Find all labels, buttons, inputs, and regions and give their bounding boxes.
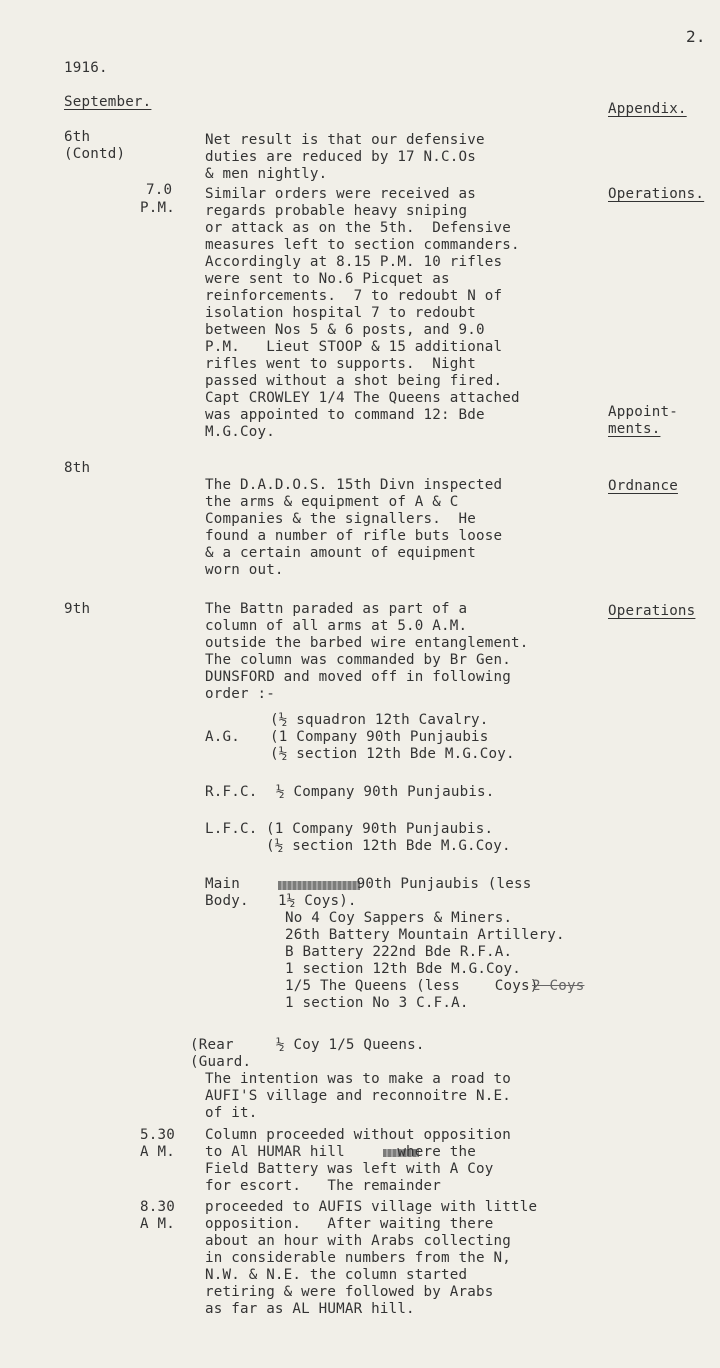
unit-label: (Rear bbox=[190, 1037, 234, 1053]
diary-line: retiring & were followed by Arabs bbox=[205, 1284, 494, 1300]
month-heading: September. bbox=[64, 94, 152, 110]
diary-line: Column proceeded without opposition bbox=[205, 1127, 511, 1143]
diary-line: The intention was to make a road to bbox=[205, 1071, 511, 1087]
unit-label: (Guard. bbox=[190, 1054, 252, 1070]
diary-line: as far as AL HUMAR hill. bbox=[205, 1301, 415, 1317]
margin-note-operations: Operations. bbox=[608, 186, 705, 202]
margin-note-appointments: ments. bbox=[608, 421, 661, 437]
order-line: (1 Company 90th Punjaubis. bbox=[266, 821, 494, 837]
order-line: 1 section No 3 C.F.A. bbox=[285, 995, 469, 1011]
date-label: 9th bbox=[64, 601, 91, 617]
unit-label: A.G. bbox=[205, 729, 240, 745]
order-line: (1 Company 90th Punjaubis bbox=[270, 729, 489, 745]
diary-line: & a certain amount of equipment bbox=[205, 545, 476, 561]
date-label: (Contd) bbox=[64, 146, 126, 162]
diary-line: order :- bbox=[205, 686, 275, 702]
diary-line: P.M. Lieut STOOP & 15 additional bbox=[205, 339, 503, 355]
order-line: 1 section 12th Bde M.G.Coy. bbox=[285, 961, 522, 977]
diary-line: the arms & equipment of A & C bbox=[205, 494, 459, 510]
diary-line: The D.A.D.O.S. 15th Divn inspected bbox=[205, 477, 503, 493]
diary-line: to Al HUMAR hill where the bbox=[205, 1144, 476, 1160]
diary-line: opposition. After waiting there bbox=[205, 1216, 494, 1232]
diary-line: outside the barbed wire entanglement. bbox=[205, 635, 529, 651]
date-label: 6th bbox=[64, 129, 91, 145]
diary-line: Capt CROWLEY 1/4 The Queens attached bbox=[205, 390, 520, 406]
diary-line: isolation hospital 7 to redoubt bbox=[205, 305, 476, 321]
time-label: P.M. bbox=[140, 200, 175, 216]
order-line: (½ section 12th Bde M.G.Coy. bbox=[266, 838, 511, 854]
diary-line: about an hour with Arabs collecting bbox=[205, 1233, 511, 1249]
diary-line: duties are reduced by 17 N.C.Os bbox=[205, 149, 476, 165]
order-line: ½ Coy 1/5 Queens. bbox=[276, 1037, 425, 1053]
unit-label: Body. bbox=[205, 893, 249, 909]
time-label: 5.30 bbox=[140, 1127, 175, 1143]
order-line: (½ section 12th Bde M.G.Coy. bbox=[270, 746, 515, 762]
time-label: 7.0 bbox=[146, 182, 173, 198]
diary-line: N.W. & N.E. the column started bbox=[205, 1267, 468, 1283]
unit-label: Main bbox=[205, 876, 240, 892]
diary-line: of it. bbox=[205, 1105, 258, 1121]
diary-line: regards probable heavy sniping bbox=[205, 203, 468, 219]
page-number: 2. bbox=[686, 27, 706, 46]
order-line: No 4 Coy Sappers & Miners. bbox=[285, 910, 513, 926]
diary-line: Companies & the signallers. He bbox=[205, 511, 476, 527]
order-line: 26th Battery Mountain Artillery. bbox=[285, 927, 565, 943]
appendix-heading: Appendix. bbox=[608, 101, 687, 117]
time-label: 8.30 bbox=[140, 1199, 175, 1215]
diary-line: column of all arms at 5.0 A.M. bbox=[205, 618, 468, 634]
diary-line: Field Battery was left with A Coy bbox=[205, 1161, 494, 1177]
diary-line: Similar orders were received as bbox=[205, 186, 476, 202]
year-heading: 1916. bbox=[64, 60, 108, 76]
diary-line: between Nos 5 & 6 posts, and 9.0 bbox=[205, 322, 485, 338]
diary-line: The column was commanded by Br Gen. bbox=[205, 652, 511, 668]
date-label: 8th bbox=[64, 460, 91, 476]
order-line: B Battery 222nd Bde R.F.A. bbox=[285, 944, 513, 960]
unit-label: R.F.C. bbox=[205, 784, 258, 800]
unit-label: L.F.C. bbox=[205, 821, 258, 837]
diary-line: worn out. bbox=[205, 562, 284, 578]
time-label: A M. bbox=[140, 1216, 175, 1232]
diary-line: passed without a shot being fired. bbox=[205, 373, 503, 389]
order-line: 90th Punjaubis (less bbox=[278, 876, 532, 892]
order-line: 1/5 The Queens (less Coys) bbox=[285, 978, 539, 994]
margin-note-ordnance: Ordnance bbox=[608, 478, 678, 494]
order-line: 1½ Coys). bbox=[278, 893, 357, 909]
margin-note-appointments: Appoint- bbox=[608, 404, 678, 420]
diary-line: reinforcements. 7 to redoubt N of bbox=[205, 288, 503, 304]
struck-through-word: 2 Coys bbox=[532, 978, 585, 994]
diary-line: Accordingly at 8.15 P.M. 10 rifles bbox=[205, 254, 503, 270]
diary-line: were sent to No.6 Picquet as bbox=[205, 271, 450, 287]
diary-line: Net result is that our defensive bbox=[205, 132, 485, 148]
diary-line: found a number of rifle buts loose bbox=[205, 528, 503, 544]
order-line: ½ Company 90th Punjaubis. bbox=[276, 784, 495, 800]
diary-line: M.G.Coy. bbox=[205, 424, 275, 440]
diary-line: or attack as on the 5th. Defensive bbox=[205, 220, 511, 236]
diary-line: & men nightly. bbox=[205, 166, 328, 182]
diary-line: proceeded to AUFIS village with little bbox=[205, 1199, 538, 1215]
diary-line: measures left to section commanders. bbox=[205, 237, 520, 253]
order-line: (½ squadron 12th Cavalry. bbox=[270, 712, 489, 728]
diary-line: AUFI'S village and reconnoitre N.E. bbox=[205, 1088, 511, 1104]
diary-line: DUNSFORD and moved off in following bbox=[205, 669, 511, 685]
diary-line: for escort. The remainder bbox=[205, 1178, 442, 1194]
diary-line: was appointed to command 12: Bde bbox=[205, 407, 485, 423]
diary-line: The Battn paraded as part of a bbox=[205, 601, 468, 617]
time-label: A M. bbox=[140, 1144, 175, 1160]
diary-line: in considerable numbers from the N, bbox=[205, 1250, 511, 1266]
margin-note-operations: Operations bbox=[608, 603, 696, 619]
diary-line: rifles went to supports. Night bbox=[205, 356, 476, 372]
